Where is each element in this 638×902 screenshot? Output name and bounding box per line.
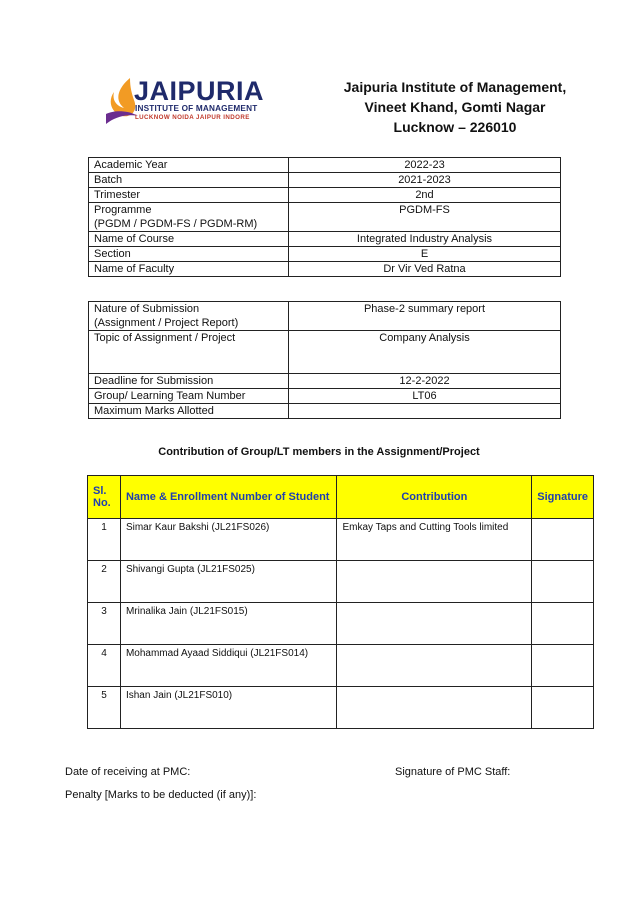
table-row: [89, 173, 561, 188]
header-row: [88, 476, 594, 519]
value-cell: LT06: [289, 389, 561, 404]
table-row: [88, 561, 594, 603]
label-cell: [89, 203, 289, 232]
pmc-signature-label: Signature of PMC Staff:: [395, 766, 511, 778]
sl-cell: 5: [88, 687, 121, 729]
value-cell: 2021-2023: [289, 173, 561, 188]
signature-cell: [532, 687, 594, 729]
value-cell: [289, 404, 561, 419]
course-details-table: [88, 157, 561, 277]
logo-subtitle: INSTITUTE OF MANAGEMENT: [135, 104, 258, 113]
date-received-label: Date of receiving at PMC:: [65, 766, 191, 778]
signature-cell: [532, 645, 594, 687]
sl-cell: 2: [88, 561, 121, 603]
value-cell: Company Analysis: [289, 331, 561, 374]
value-cell: Integrated Industry Analysis: [289, 232, 561, 247]
table-row: [89, 262, 561, 277]
value-cell: PGDM-FS: [289, 203, 561, 232]
value-cell: 2nd: [289, 188, 561, 203]
sl-cell: 3: [88, 603, 121, 645]
contribution-cell: Emkay Taps and Cutting Tools limited: [337, 519, 532, 561]
label-cell: Academic Year: [89, 158, 289, 173]
submission-details-table: [88, 301, 561, 419]
table-row: [89, 188, 561, 203]
table-row: [89, 232, 561, 247]
submission-options: (Assignment / Project Report): [94, 317, 239, 329]
submission-label: Nature of Submission: [94, 303, 200, 315]
logo-name: JAIPURIA: [134, 76, 265, 106]
signature-cell: [532, 561, 594, 603]
label-cell: Maximum Marks Allotted: [89, 404, 289, 419]
table-row: [89, 203, 561, 232]
table-row: [88, 603, 594, 645]
sl-header-line1: Sl.: [93, 485, 107, 497]
institute-line-1: Jaipuria Institute of Management,: [343, 79, 567, 95]
student-name-cell: Mohammad Ayaad Siddiqui (JL21FS014): [120, 645, 337, 687]
value-cell: 2022-23: [289, 158, 561, 173]
label-cell: Group/ Learning Team Number: [89, 389, 289, 404]
student-name-cell: Mrinalika Jain (JL21FS015): [120, 603, 337, 645]
table-row: [89, 389, 561, 404]
label-cell: Name of Course: [89, 232, 289, 247]
label-cell: Batch: [89, 173, 289, 188]
sl-header: [88, 476, 121, 519]
value-cell: Dr Vir Ved Ratna: [289, 262, 561, 277]
contribution-title: Contribution of Group/LT members in the Assignment/Project: [158, 446, 480, 458]
name-header: Name & Enrollment Number of Student: [120, 476, 337, 519]
table-row: [89, 158, 561, 173]
table-row: [89, 404, 561, 419]
table-row: [89, 302, 561, 331]
table-row: [88, 519, 594, 561]
contribution-cell: [337, 603, 532, 645]
sl-cell: 4: [88, 645, 121, 687]
student-name-cell: Shivangi Gupta (JL21FS025): [120, 561, 337, 603]
table-row: [89, 247, 561, 262]
label-cell: Trimester: [89, 188, 289, 203]
value-cell: E: [289, 247, 561, 262]
label-cell: Topic of Assignment / Project: [89, 331, 289, 374]
sl-cell: 1: [88, 519, 121, 561]
table-row: [89, 331, 561, 374]
table-row: [89, 374, 561, 389]
label-cell: Section: [89, 247, 289, 262]
logo-cities: LUCKNOW NOIDA JAIPUR INDORE: [135, 114, 250, 121]
contribution-table: [87, 475, 594, 729]
student-name-cell: Simar Kaur Bakshi (JL21FS026): [120, 519, 337, 561]
programme-options: (PGDM / PGDM-FS / PGDM-RM): [94, 218, 258, 230]
value-cell: 12-2-2022: [289, 374, 561, 389]
student-name-cell: Ishan Jain (JL21FS010): [120, 687, 337, 729]
signature-cell: [532, 519, 594, 561]
sl-header-line2: No.: [93, 497, 111, 509]
institute-line-2: Vineet Khand, Gomti Nagar: [364, 99, 546, 115]
contribution-cell: [337, 645, 532, 687]
programme-label: Programme: [94, 204, 152, 216]
signature-cell: [532, 603, 594, 645]
value-cell: Phase-2 summary report: [289, 302, 561, 331]
contribution-cell: [337, 561, 532, 603]
table-row: [88, 645, 594, 687]
institute-address: [320, 77, 590, 137]
contribution-cell: [337, 687, 532, 729]
contribution-header: Contribution: [337, 476, 532, 519]
penalty-label: Penalty [Marks to be deducted (if any)]:: [65, 789, 257, 801]
label-cell: Name of Faculty: [89, 262, 289, 277]
jaipuria-logo: [104, 74, 284, 130]
table-row: [88, 687, 594, 729]
institute-line-3: Lucknow – 226010: [393, 119, 517, 135]
signature-header: Signature: [532, 476, 594, 519]
label-cell: [89, 302, 289, 331]
label-cell: Deadline for Submission: [89, 374, 289, 389]
